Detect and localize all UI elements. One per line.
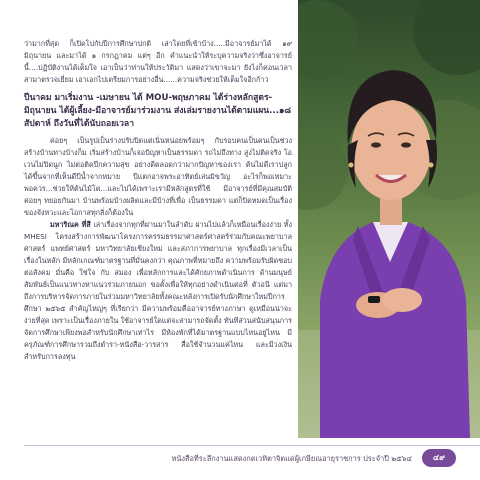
timeline-heading: ปีนาคม มาเริ่มงาน -เมษายน ได้ MOU-พฤษภาคม ได้ร่างหลักสูตร-มิถุนายน ได้ผู้เลี้ยง-มีอาจารย์มาร่วมงาน ส่งเล่มรายงานได้ตามแผน...๑๘ สัปดาห์ ถึงวันที่ได้นับถอยเวลา xyxy=(24,93,292,129)
article-text-column xyxy=(24,38,292,363)
footer-title: หนังสือที่ระลึกงานแสดงกตเวทิตาจิตแด่ผู้เกษียณอายุราชการ ประจำปี ๒๕๖๔ xyxy=(171,454,412,463)
page-footer xyxy=(0,449,480,471)
quote-text: เล่าเรื่องจากทุกที่ผ่านมาในลำดับ ผ่านไปแล้วก็เหมือนเรื่องง่าย ทั้ง MHESI โครงสร้างการพัฒนาโครงการครรมธรรมาศาสตร์ศาสตร์ร่วมกับคณะพยาบาลศาสตร์ แพทย์ศาสตร์ มหาวิทยาลัยเชียงใหม่ และสภาการพยาบาล ทุกเรื่องมีเวลาเป็นเรื่องในหลัก มีหลักเกณฑ์มาตรฐานที่มั่นคงกว่า คุณภาพที่หมายถึง ความพร้อมรับผิดชอบต่อสังคม มั่นคือ ใช่ใจ กับ สมอง เพื่อหลักการและได้ศักยภาพดำเนินการ ด้านมนุษย์สัมพันธ์เป็นแนวทางหาแนวร่วมภายนอก ขอตั้งเพื่อให้ทุกอย่างดำเนินต่อที่ ตัวอนี แต่มาถึงการบริหารจัดการภายในร่วมมหาวิทยาลัยทั้งคณะหลังการเปิดรับนักศึกษาใหม่ปีการศึกษา ๒๕๖๕ สำคัญไหญ่ๆ ที่เรียกว่า มีความพร้อมคืออาจารย์ทางภาษา ดูเหมือนน่าจะง่ายที่สุด เพราะเป็นเรื่องภายใน ใช้อาจารย์ใดแต่จะสามารถจัดตั้ง ทันทีส่วนสนับสนุนการจัดการศึกษาเพียงพอสำหรับนักศึกษาเท่าไร มีห้องพักที่ได้มาตรฐานแบบไหนอยู่ไหน มีครุภัณฑ์การศึกษารวมถึงตำรา-หนังสือ-วารสาร สื่อใช้จำนวนแค่ไหน และมีวงเงินสำหรับการลงทุน xyxy=(24,220,292,361)
paragraph-story: ค่อยๆ เป็นรูปเป็นร่างปรับปิดแต่เนิ่นหน่อยพร้อมๆ กับรอบคนเป็นคนเป็นช่วงสร้างบ้านทางบ้างก็ม เริ่มสร้างบ้านก็เจอปัญหาเป็นธรรมดา รถไม่ถึงทาง สูงไม่ติดจริง โอเวนไม่ปิดนูก ไม่ต่อติดปีกความสุข อย่างดีตลอดกว่ามากปัญหาของเรา ต้นไม่ดีเราปลูกได้ขึ้นจากที่เห็นดีปีน้ำจากหมาย ปีแตกอาจพระอาทิตย์เล่นมิขวัญ อะไรก็พอเหมาะพอควร...ช่วยให้ต้นไม้โต...และไปได้เพราะเรามีหลักสูตรที่ใช้ มีอาจารย์ที่มีคุณสมบัติค่อยๆ ทยอยกันมา บ้านพร้อมบ้างผลิตและมีบ้างที่เพื่อ เป็นธรรมดา แต่ก็ปิดหมดเป็นเรื่องของจังหวะและโอกาสทุกสิ่งก็ต้องใน xyxy=(24,136,292,217)
speaker-label: มหาริณค ที่สี xyxy=(50,220,91,229)
page-number-badge: ๔๙ xyxy=(422,449,456,467)
footer-divider xyxy=(24,445,480,446)
paragraph-intro: ว่ามากที่สุด ก็เปิดโปกับปีการศึกษาปกติ เล่าโดยที่เข้าบ้าง.....มีอาจารย์มาได้ ๑๙ มิถุนายน และมาได้ ๑ กรกฎาคม แต่ๆ อีก คำแนะนำให้ระบุความจริงว่าซึ่งอาจารย์นี้....ปฏิบัติงานได้เต็มใจ เอาเป็นว่าท่านให้ประวัติมา แสดงว่าเขาจะมา ยังไงก็ค่อนเวลาสามาตรวจเยี่ยม เอาเอกไปเตรียมการอย่างอื่น......ความจริงช่วยให้เต็มใจอีกก้าว xyxy=(24,39,292,84)
portrait-photo xyxy=(298,0,480,438)
portrait-illustration xyxy=(298,0,480,438)
paragraph-quote xyxy=(24,219,292,363)
